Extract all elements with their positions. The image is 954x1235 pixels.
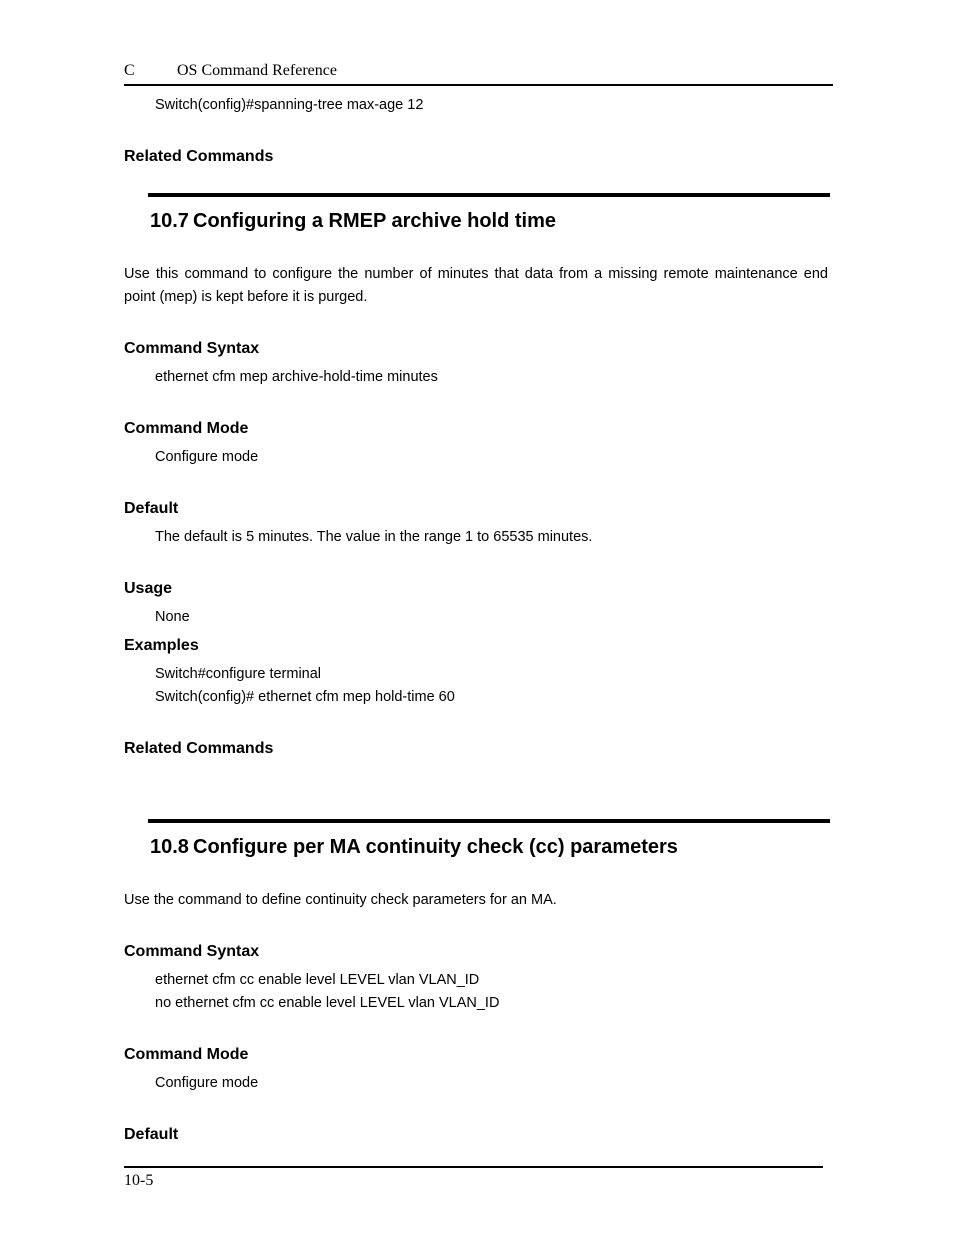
section-10-7-number: 10.7 — [150, 210, 189, 232]
section-10-7-default: The default is 5 minutes. The value in the range 1 to 65535 minutes. — [155, 529, 593, 545]
section-10-8-description: Use the command to define continuity check parameters for an MA. — [124, 892, 557, 908]
section-10-7-example-line: Switch#configure terminal — [155, 666, 322, 682]
section-10-7-syntax: ethernet cfm mep archive-hold-time minutes — [155, 369, 438, 385]
page-number: 10-5 — [124, 1172, 154, 1189]
section-10-8-mode: Configure mode — [155, 1075, 259, 1091]
section-10-7-related-heading: Related Commands — [124, 740, 274, 757]
footer-rule — [124, 1166, 823, 1168]
section-10-8-title: Configure per MA continuity check (cc) parameters — [193, 836, 678, 858]
section-10-7-description: Use this command to configure the number of minutes that data from a missing remote maintenance end point (mep) is kept before it is purged. — [124, 266, 828, 305]
section-10-7-rule — [148, 193, 830, 197]
section-10-8-syntax-line: ethernet cfm cc enable level LEVEL vlan VLAN_ID — [155, 972, 480, 988]
section-10-8-number: 10.8 — [150, 836, 189, 858]
section-10-7-title: Configuring a RMEP archive hold time — [193, 210, 557, 232]
section-10-7-default-heading: Default — [124, 500, 179, 517]
section-10-7-usage: None — [155, 609, 190, 625]
header-letter: C — [124, 62, 135, 79]
section-10-8-syntax-heading: Command Syntax — [124, 943, 260, 960]
section-10-7-examples-heading: Examples — [124, 637, 199, 654]
section-10-7-mode: Configure mode — [155, 449, 259, 465]
section-10-8-rule — [148, 819, 830, 823]
header-title: OS Command Reference — [177, 62, 337, 79]
top-example-line: Switch(config)#spanning-tree max-age 12 — [155, 97, 424, 113]
section-10-8-mode-heading: Command Mode — [124, 1046, 249, 1063]
top-related-commands-heading: Related Commands — [124, 148, 274, 165]
section-10-7-mode-heading: Command Mode — [124, 420, 249, 437]
header-rule — [124, 84, 833, 86]
section-10-8-default-heading: Default — [124, 1126, 179, 1143]
section-10-7-syntax-heading: Command Syntax — [124, 340, 260, 357]
section-10-8-syntax-line: no ethernet cfm cc enable level LEVEL vlan VLAN_ID — [155, 995, 500, 1011]
section-10-7-usage-heading: Usage — [124, 580, 173, 597]
section-10-7-example-line: Switch(config)# ethernet cfm mep hold-time 60 — [155, 689, 455, 705]
